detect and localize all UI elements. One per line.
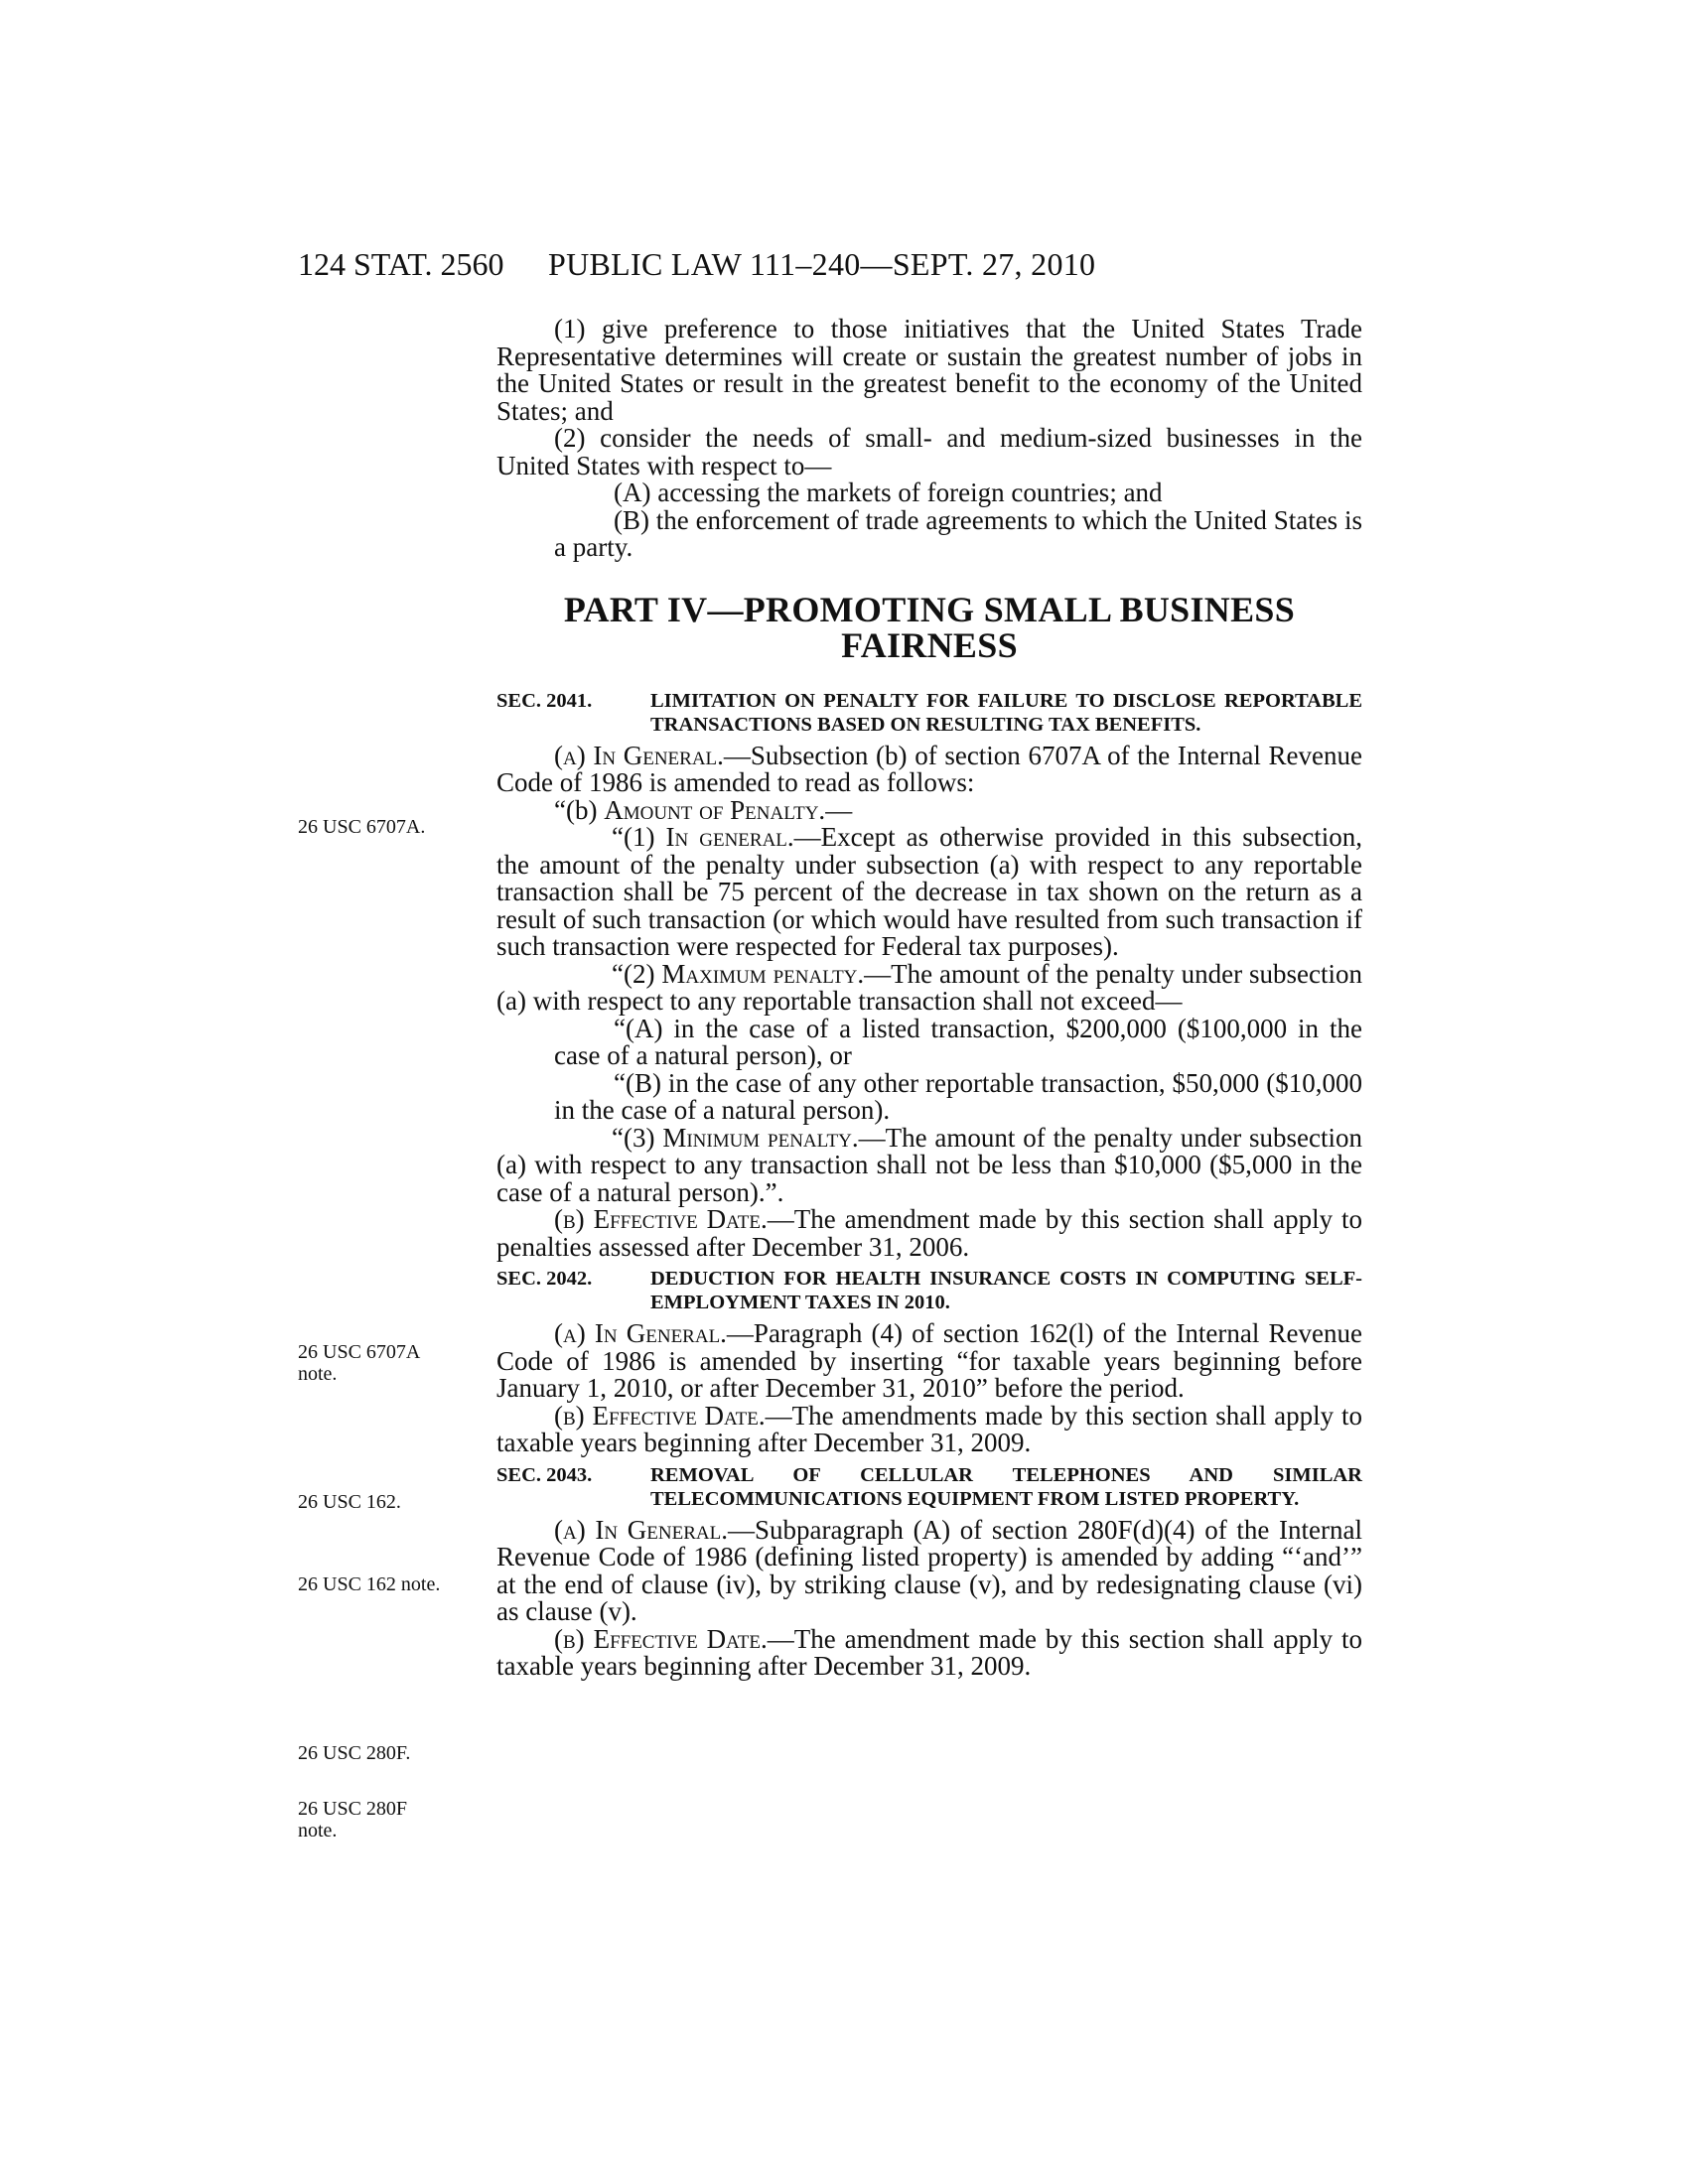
subsection-text: —Subparagraph (A) of section 280F(d)(4) of the Internal Revenue Code of 1986 (defining listed property) is amended by adding “‘and’” at the end of clause (iv), by striking clause (v), and by redesignating clause (vi) as clause (v). (496, 1514, 1362, 1626)
margin-note-line: note. (298, 1820, 338, 1842)
margin-note-280f-note (298, 1798, 407, 1842)
subsection-label: (b) Effective Date. (554, 1623, 768, 1654)
sec2043-subsection-a (496, 1514, 1362, 1626)
paragraph-text: —The amount of the penalty under subsection (a) with respect to any reportable transaction shall not exceed— (496, 958, 1363, 1016)
subsection-label: Amount of Penalty. (604, 794, 826, 825)
quote-open: “(2) (612, 958, 662, 989)
section-2041-heading (496, 689, 1362, 737)
subsection-text: —Paragraph (4) of section 162(l) of the Internal Revenue Code of 1986 is amended by inserting “for taxable years beginning before January 1, 2010, or after December 31, 2010” before the period. (496, 1318, 1362, 1403)
sec2041-b2 (496, 958, 1363, 1016)
sec2042-subsection-a (496, 1320, 1362, 1403)
document-body (496, 316, 1362, 1681)
paragraph-label: Minimum penalty. (662, 1122, 859, 1153)
section-title: DEDUCTION FOR HEALTH INSURANCE COSTS IN COMPUTING SELF-EMPLOYMENT TAXES IN 2010. (650, 1268, 1362, 1313)
sec2043-effective-date (496, 1623, 1362, 1681)
paragraph-label: In general. (665, 822, 794, 852)
section-number: SEC. 2043. (496, 1463, 593, 1486)
section-title: LIMITATION ON PENALTY FOR FAILURE TO DISCLOSE REPORTABLE TRANSACTIONS BASED ON RESULTING TAX BENEFITS. (650, 689, 1362, 736)
sec2042-effective-date (496, 1400, 1362, 1457)
quote-open: “(b) (554, 794, 605, 825)
section-2042-heading (496, 1267, 1362, 1314)
intro-item-b: (B) the enforcement of trade agreements to which the United States is a party. (554, 504, 1362, 562)
intro-item-1: (1) give preference to those initiatives that the United States Trade Representative determines will create or sustain the greatest number of jobs in the United States or result in the greatest benefit to the economy of the United States; and (496, 314, 1362, 426)
section-number: SEC. 2041. (496, 689, 593, 712)
sec2041-b2a: “(A) in the case of a listed transaction, $200,000 ($100,000 in the case of a natural person), or (554, 1013, 1362, 1070)
sec2041-subsection-a (496, 740, 1362, 797)
subsection-label: (a) In General. (554, 740, 724, 770)
sec2041-effective-date (496, 1206, 1362, 1261)
subsection-text: —The amendment made by this section shall apply to penalties assessed after December 31, 2006. (496, 1204, 1362, 1262)
section-2043-heading (496, 1463, 1362, 1511)
page-stat-citation: 124 STAT. 2560 (298, 246, 504, 282)
paragraph-text: —Except as otherwise provided in this subsection, the amount of the penalty under subsection (a) with respect to any reportable transaction shall be 75 percent of the decrease in tax shown on the return as a result of such transaction (or which would have resulted from such transaction if such transaction were respected for Federal tax purposes). (496, 822, 1362, 961)
dash: — (825, 794, 853, 825)
section-title: REMOVAL OF CELLULAR TELEPHONES AND SIMILAR TELECOMMUNICATIONS EQUIPMENT FROM LISTED PROPERTY. (650, 1463, 1362, 1510)
margin-note-line: 26 USC 6707A (298, 1341, 421, 1363)
subsection-label: (a) In General. (554, 1514, 728, 1545)
part-heading-line-1: PART IV—PROMOTING SMALL BUSINESS (563, 589, 1296, 629)
margin-note-6707a-note (298, 1341, 420, 1385)
margin-note-6707a: 26 USC 6707A. (298, 816, 426, 838)
subsection-label: (b) Effective Date. (554, 1204, 768, 1234)
margin-note-280f: 26 USC 280F. (298, 1742, 411, 1764)
sec2041-b2b: “(B) in the case of any other reportable transaction, $50,000 ($10,000 in the case of a natural person). (554, 1067, 1362, 1125)
paragraph-text: —The amount of the penalty under subsection (a) with respect to any transaction shall not be less than $10,000 ($5,000 in the case of a natural person).”. (496, 1122, 1363, 1207)
subsection-text: —The amendments made by this section shall apply to taxable years beginning after December 31, 2009. (496, 1400, 1362, 1457)
sec2041-b-heading (496, 794, 1362, 825)
subsection-text: —Subsection (b) of section 6707A of the Internal Revenue Code of 1986 is amended to read as follows: (496, 740, 1362, 797)
page-running-head: PUBLIC LAW 111–240—SEPT. 27, 2010 (548, 246, 1096, 282)
part-heading-line-2: FAIRNESS (841, 624, 1018, 665)
subsection-label: (b) Effective Date. (554, 1400, 766, 1431)
section-number: SEC. 2042. (496, 1268, 593, 1290)
margin-note-line: 26 USC 280F (298, 1798, 408, 1820)
paragraph-label: Maximum penalty. (661, 958, 865, 989)
margin-note-162: 26 USC 162. (298, 1491, 401, 1513)
subsection-label: (a) In General. (554, 1318, 727, 1348)
subsection-text: —The amendment made by this section shall apply to taxable years beginning after December 31, 2009. (496, 1623, 1362, 1681)
sec2041-b3 (496, 1122, 1363, 1207)
margin-note-line: note. (298, 1363, 338, 1385)
intro-item-2: (2) consider the needs of small- and medium-sized businesses in the United States with respect to— (496, 423, 1362, 480)
sec2041-b1 (496, 824, 1362, 961)
margin-note-162-note: 26 USC 162 note. (298, 1573, 441, 1595)
quote-open: “(3) (612, 1122, 663, 1153)
quote-open: “(1) (612, 822, 666, 852)
part-heading (496, 589, 1362, 665)
intro-item-a: (A) accessing the markets of foreign countries; and (614, 478, 1163, 507)
